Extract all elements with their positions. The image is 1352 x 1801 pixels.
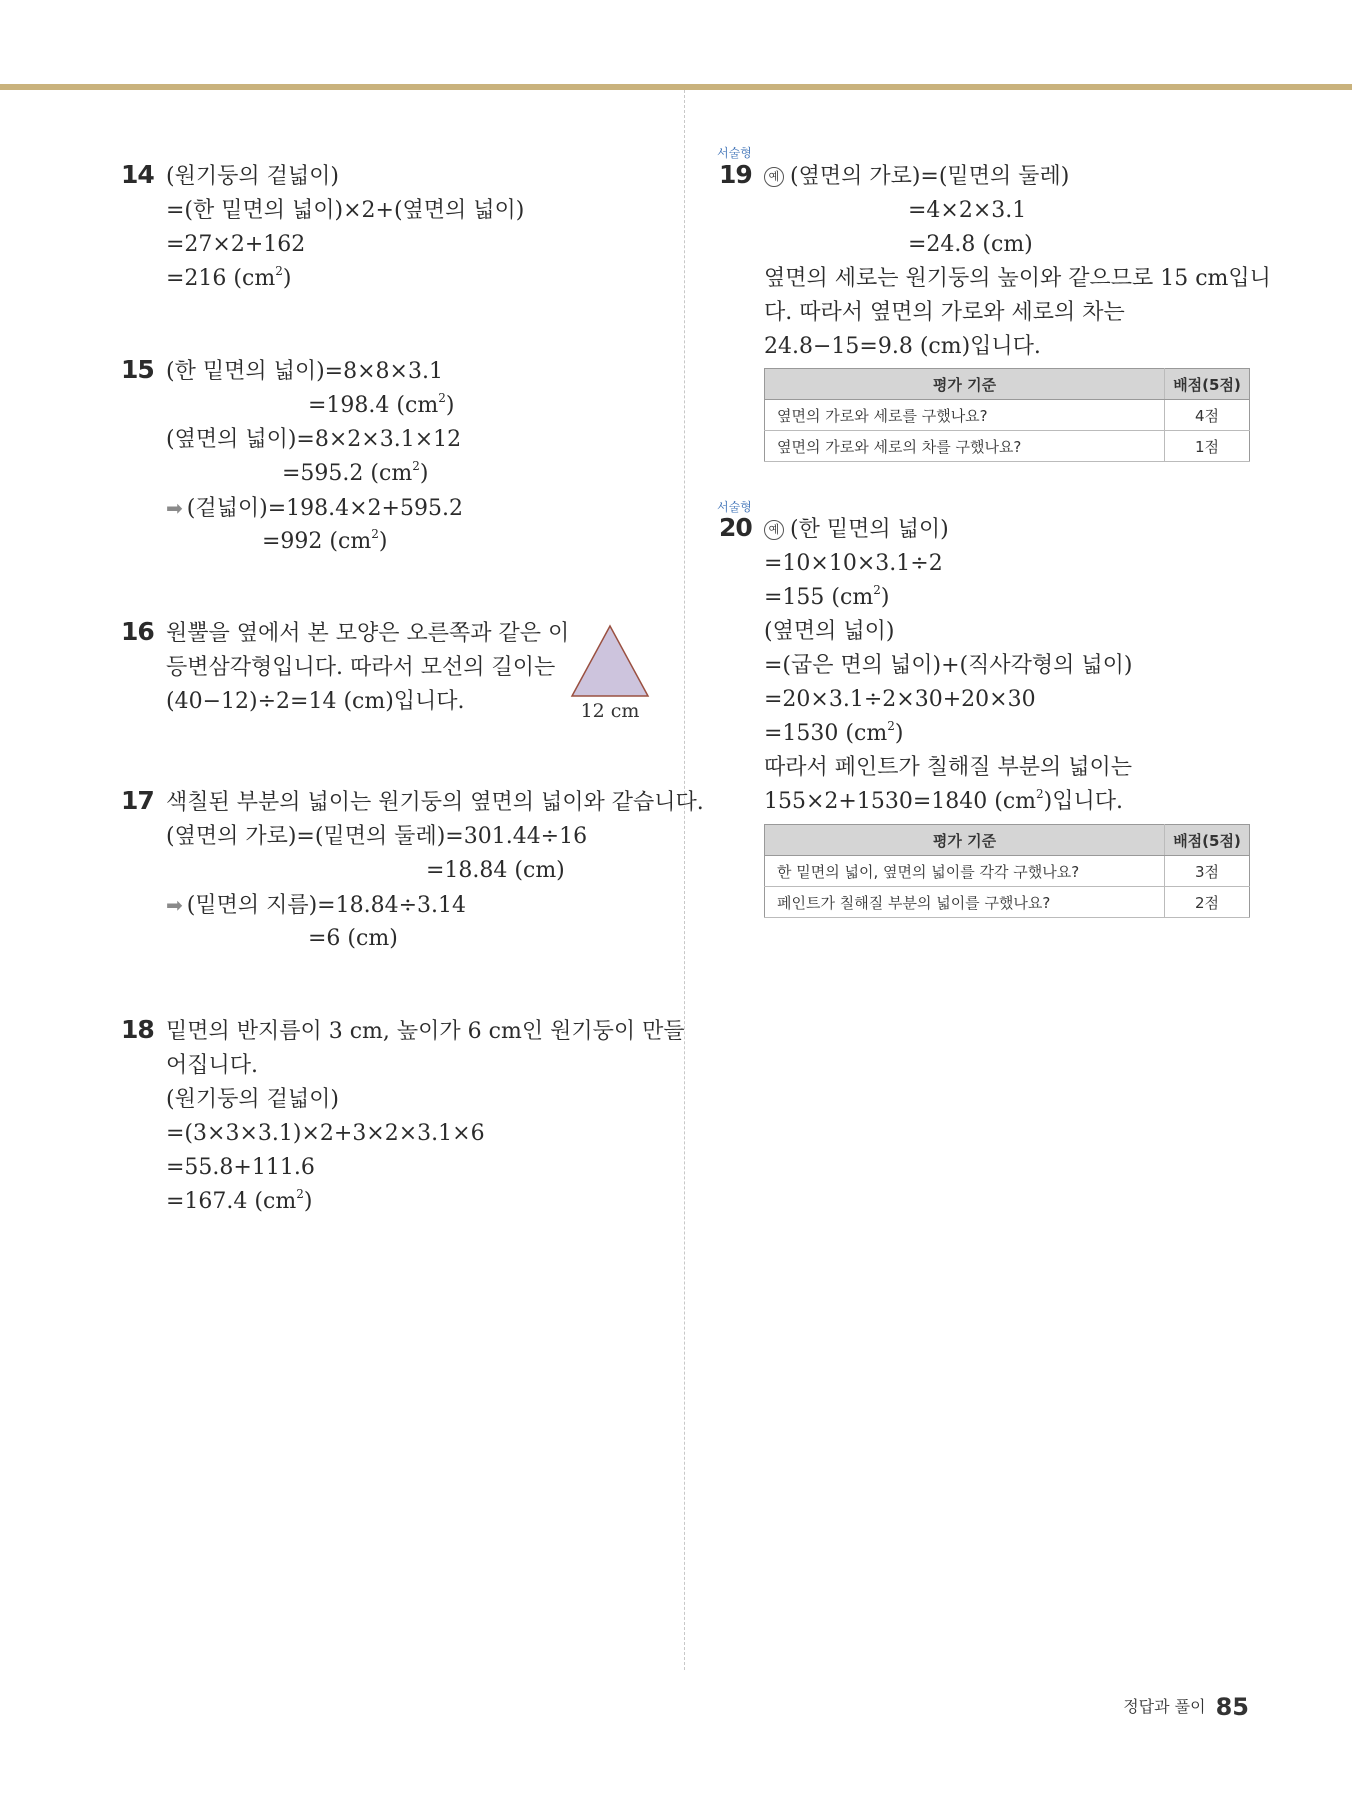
- solution-line: 다. 따라서 옆면의 가로와 세로의 차는: [764, 300, 1125, 325]
- solution-line: =24.8 (cm): [908, 232, 1033, 257]
- solution-line: (옆면의 넓이): [764, 619, 895, 644]
- isosceles-triangle-figure: [562, 620, 658, 720]
- solution-line: 예 (옆면의 가로)=(밑면의 둘레): [764, 160, 1284, 194]
- solution-line: =(굽은 면의 넓이)+(직사각형의 넓이): [764, 653, 1133, 678]
- page-number: 85: [1215, 1693, 1249, 1721]
- essay-type-tag: 서술형: [717, 500, 752, 514]
- solution-line: =6 (cm): [308, 926, 398, 951]
- solution-line: =167.4 $(cm^2)$: [166, 1187, 313, 1214]
- solution-line: 등변삼각형입니다. 따라서 모선의 길이는: [166, 655, 556, 680]
- grading-criteria-table: [764, 824, 1250, 918]
- problem-number: 14: [121, 160, 154, 189]
- solution-line: 색칠된 부분의 넓이는 원기둥의 옆면의 넓이와 같습니다.: [166, 790, 704, 815]
- table-row: [765, 400, 1250, 431]
- criteria-cell: 옆면의 가로와 세로의 차를 구했나요?: [765, 431, 1165, 462]
- table-header-row: [765, 369, 1250, 400]
- table-row: [765, 856, 1250, 887]
- solution-line: ➡ (겉넓이)=198.4×2+595.2: [166, 496, 463, 521]
- problem-19-explanation: [764, 262, 1304, 364]
- example-mark-icon: 예: [764, 520, 784, 540]
- criteria-cell: 한 밑면의 넓이, 옆면의 넓이를 각각 구했나요?: [765, 856, 1165, 887]
- solution-line: =18.84 (cm): [426, 858, 565, 883]
- footer-title: 정답과 풀이: [1123, 1697, 1206, 1716]
- solution-line: =4×2×3.1: [908, 198, 1027, 223]
- arrow-right-icon: ➡: [166, 893, 183, 917]
- solution-line: (40−12)÷2=14 (cm)입니다.: [166, 689, 465, 714]
- problem-number: 16: [121, 617, 154, 646]
- solution-line: 예 (한 밑면의 넓이): [764, 513, 1304, 547]
- page-footer: [1123, 1693, 1249, 1721]
- solution-line: (원기둥의 겉넓이): [166, 1087, 339, 1112]
- solution-line: 24.8−15=9.8 (cm)입니다.: [764, 334, 1041, 359]
- solution-line: =27×2+162: [166, 232, 306, 257]
- solution-line: =10×10×3.1÷2: [764, 551, 943, 576]
- criteria-header: 평가 기준: [765, 369, 1165, 400]
- solution-line: =20×3.1÷2×30+20×30: [764, 687, 1036, 712]
- solution-line: =155 $(cm^2)$: [764, 583, 890, 610]
- criteria-cell: 페인트가 칠해질 부분의 넓이를 구했나요?: [765, 887, 1165, 918]
- criteria-cell: 옆면의 가로와 세로를 구했나요?: [765, 400, 1165, 431]
- solution-line: =55.8+111.6: [166, 1155, 315, 1180]
- solution-line: =198.4 $(cm^2)$: [308, 391, 455, 418]
- solution-line: 155×2+1530=1840 $(cm^2)$입니다.: [764, 787, 1124, 814]
- solution-line: =1530 $(cm^2)$: [764, 719, 904, 746]
- solution-line: 어집니다.: [166, 1053, 259, 1078]
- solution-line: ➡ (밑면의 지름)=18.84÷3.14: [166, 893, 467, 918]
- arrow-right-icon: ➡: [166, 496, 183, 520]
- problem-number: 20: [719, 513, 752, 542]
- criteria-header: 평가 기준: [765, 825, 1165, 856]
- solution-line: (한 밑면의 넓이)=8×8×3.1: [166, 359, 443, 384]
- top-accent-bar: [0, 84, 1352, 90]
- solution-line: =(3×3×3.1)×2+3×2×3.1×6: [166, 1121, 485, 1146]
- solution-line: =595.2 $(cm^2)$: [282, 459, 429, 486]
- solution-line: =216 $(cm^2)$: [166, 264, 292, 291]
- solution-line: 밑면의 반지름이 3 cm, 높이가 6 cm인 원기둥이 만들: [166, 1019, 685, 1044]
- points-cell: 4점: [1165, 400, 1250, 431]
- solution-line: =992 $(cm^2)$: [262, 527, 388, 554]
- points-header: 배점(5점): [1165, 825, 1250, 856]
- solution-line: (원기둥의 겉넓이): [166, 164, 339, 189]
- table-row: [765, 431, 1250, 462]
- solution-line: (옆면의 넓이)=8×2×3.1×12: [166, 427, 462, 452]
- essay-type-tag: 서술형: [717, 146, 752, 160]
- problem-number: 18: [121, 1015, 154, 1044]
- example-mark-icon: 예: [764, 167, 784, 187]
- grading-criteria-table: [764, 368, 1250, 462]
- problem-number: 17: [121, 786, 154, 815]
- solution-line: =(한 밑면의 넓이)×2+(옆면의 넓이): [166, 198, 525, 223]
- solution-line: 옆면의 세로는 원기둥의 높이와 같으므로 15 cm입니: [764, 266, 1271, 291]
- solution-line: 원뿔을 옆에서 본 모양은 오른쪽과 같은 이: [166, 621, 570, 646]
- table-row: [765, 887, 1250, 918]
- problem-number: 15: [121, 355, 154, 384]
- points-cell: 2점: [1165, 887, 1250, 918]
- triangle-base-label: 12 cm: [580, 700, 640, 720]
- solution-line: (옆면의 가로)=(밑면의 둘레)=301.44÷16: [166, 824, 588, 849]
- points-header: 배점(5점): [1165, 369, 1250, 400]
- table-header-row: [765, 825, 1250, 856]
- triangle-shape: [572, 626, 648, 696]
- solution-line: 따라서 페인트가 칠해질 부분의 넓이는: [764, 755, 1133, 780]
- points-cell: 3점: [1165, 856, 1250, 887]
- points-cell: 1점: [1165, 431, 1250, 462]
- problem-number: 19: [719, 160, 752, 189]
